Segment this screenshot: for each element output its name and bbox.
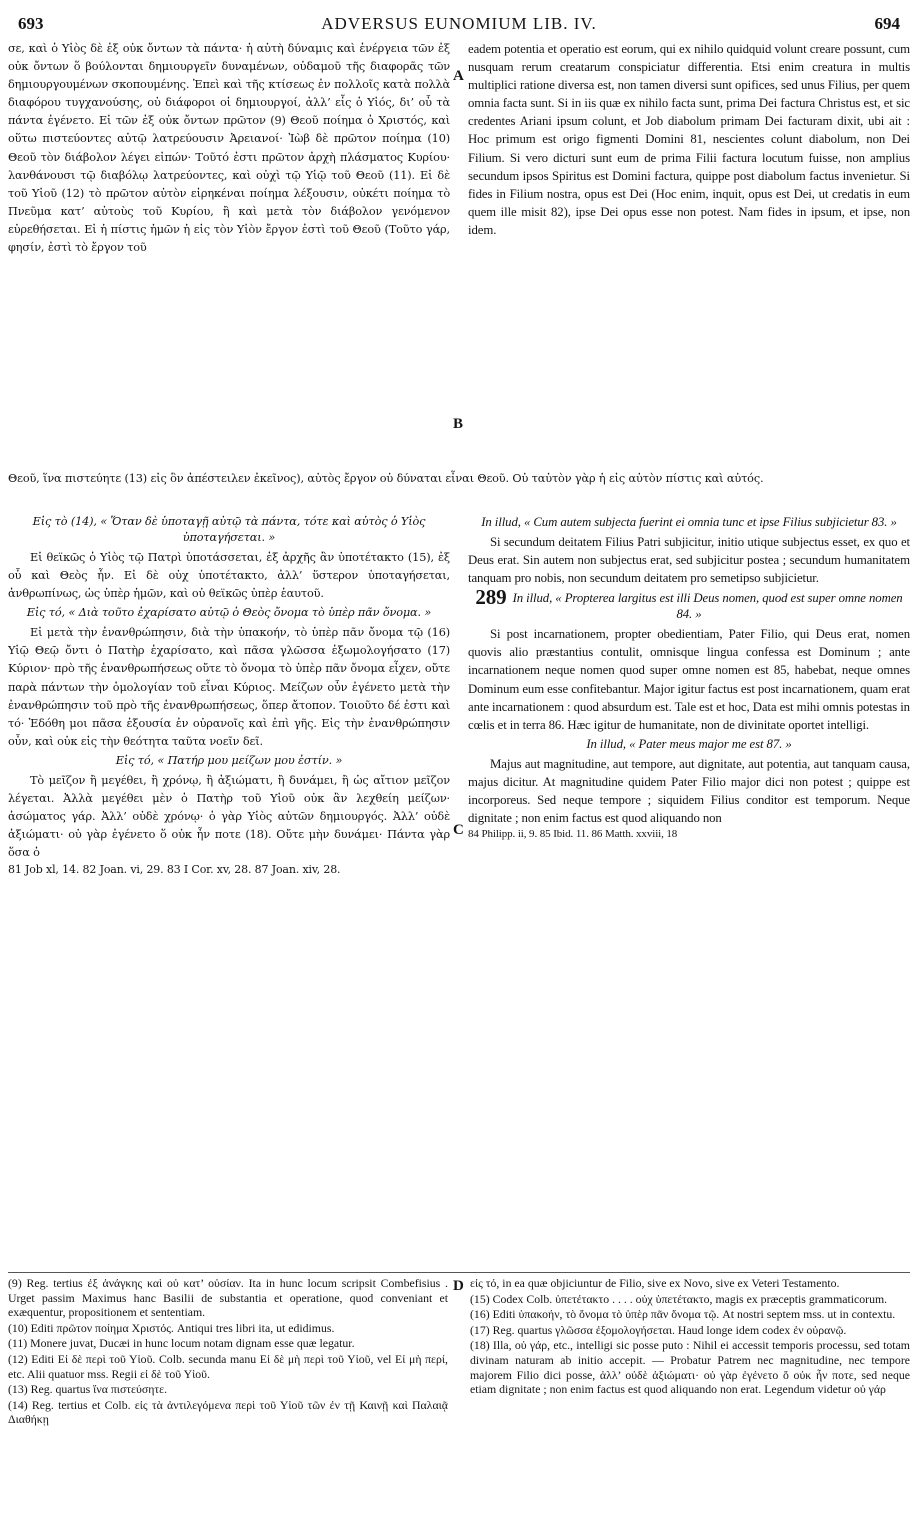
section-heading: In illud, « Pater meus major me est 87. » (586, 736, 792, 751)
editorial-note: (14) Reg. tertius et Colb. εἰς τὰ ἀντιλεγόμενα περὶ τοῦ Υἱοῦ τῶν ἐν τῇ Καινῇ καὶ Παλαιᾷ Διαθήκῃ (8, 1397, 448, 1427)
editorial-note: (10) Editi πρῶτον ποίημα Χριστός. Antiqui tres libri ita, ut edidimus. (8, 1320, 335, 1335)
editorial-note: (17) Reg. quartus γλῶσσα ἐξομολογήσεται. Haud longe idem codex ἐν οὐρανῷ. (470, 1322, 847, 1337)
greek-spanning-text (8, 470, 910, 508)
editorial-note: (13) Reg. quartus ἵνα πιστεύσητε. (8, 1382, 168, 1397)
greek-paragraph: Θεοῦ, ἵνα πιστεύητε (13) εἰς ὃν ἀπέστειλεν ἐκεῖνος), αὐτὸς ἔργον οὐ δύναται εἶναι Θεοῦ. Οὐ ταὐτὸν γὰρ ἡ εἰς αὐτὸν πίστις καὶ αὐτός. (8, 472, 764, 485)
page-number-right: 694 (874, 14, 900, 33)
editorial-note: (15) Codex Colb. ὑπετέτακτο . . . . οὐχ ὑπετέτακτο, magis ex præceptis grammaticorum. (470, 1291, 888, 1306)
scripture-references: 81 Job xl, 14. 82 Joan. vi, 29. 83 I Cor. xv, 28. 87 Joan. xiv, 28. (8, 863, 341, 877)
editorial-notes-left (8, 1276, 448, 1534)
editorial-note: (12) Editi Εἰ δὲ περὶ τοῦ Υἱοῦ. Colb. secunda manu Εἰ δὲ μὴ περὶ τοῦ Υἱοῦ, vel Εἰ μὴ περί, etc. Alii quatuor mss. Regii εἰ δὲ τοῦ Υἱοῦ. (8, 1351, 448, 1381)
section-heading (468, 585, 910, 622)
margin-letter-b: B (453, 416, 464, 432)
notes-divider (8, 1272, 910, 1273)
section-heading: Εἰς τό, « Πατήρ μου μείζων μου ἐστίν. » (115, 753, 343, 767)
margin-letter-a: A (453, 68, 464, 84)
editorial-note: (9) Reg. tertius ἐξ ἀνάγκης καὶ οὐ κατ’ οὐσίαν. Ita in hunc locum scripsit Combefisius . Urget passim Maximus hanc Basilii de substantia et operatione, quod conveniant et exæquentur, propositionem et sententiam. (8, 1276, 448, 1320)
editorial-notes-right (470, 1276, 910, 1534)
editorial-note: (11) Monere juvat, Ducæi in hunc locum notam dignam esse quæ legatur. (8, 1336, 355, 1351)
editorial-note: (16) Editi ὑπακοήν, τὸ ὄνομα τὸ ὑπὲρ πᾶν ὄνομα τῷ. At nostri septem mss. ut in contextu. (470, 1307, 896, 1322)
latin-paragraph: Si secundum deitatem Filius Patri subjicitur, initio utique subjectus esset, ex quo et Deus erat. Sin autem non subjectus erat, sed subjicitur postea ; secundum humanitatem tanquam pro nobis, non secundum deitatem pro semetipso subjicietur. (468, 535, 910, 586)
running-header (18, 8, 900, 42)
scripture-references: 84 Philipp. ii, 9. 85 Ibid. 11. 86 Matth. xxviii, 18 (468, 828, 678, 841)
latin-paragraph: Si post incarnationem, propter obedientiam, Pater Filio, qui Deus erat, nomen quovis alio præstantius contulit, omnisque lingua confessa est Dominum ; ante incarnationem neque nomen quod super omne nomen est 85, habebat, neque omnes Dominum eum esse confitebantur. Major igitur factus est post incarnationem, quam erat ante incarnationem : quod absurdum est. Tale est et hoc, Data est mihi omnis potestas in cœlis et in terra 86. Hæc igitur de humanitate, non de divinitate oportet intelligi. (468, 627, 910, 732)
margin-letter-d: D (453, 1278, 464, 1294)
greek-paragraph: σε, καὶ ὁ Υἱὸς δὲ ἐξ οὐκ ὄντων τὰ πάντα· ἡ αὐτὴ δύναμις καὶ ἐνέργεια τῶν ἐξ οὐκ ὄντων ὅ βούλονται δημιουργεῖν δυναμένων, οὐδαμοῦ τῆς διαφορᾶς τῶν δημιουργουμένων σκοπουμένης. Ἐπεὶ καὶ τῆς κτίσεως ἐν πολλοῖς κατὰ πολλὰ διαφόρου τυγχανούσης, οὐ διάφοροι οἱ δημιουργοί, ἀλλ’ εἷς ὁ Υἱός, δι’ οὗ τὰ πάντα ἐγένετο. Εἰ τῶν ἐξ οὐκ ὄντων πρῶτον (9) Θεοῦ ποίημα ὁ Χριστός, καὶ οὕτω πιστεύοντες αὐτῷ λατρεύουσιν Ἀρειανοί· Ἰὼβ δὲ πρῶτον ποίημα (10) Θεοῦ τὸν διάβολον λέγει εἰπών· Τοῦτό ἐστι πρῶτον ἀρχὴ πλάσματος Κυρίου· λανθάνουσι τῷ διαβόλῳ λατρεύοντες, καὶ οὐχὶ τῷ Υἱῷ τοῦ Θεοῦ (11). Εἰ δὲ τοῦ Υἱοῦ (12) τὸ πρῶτον αὐτὸν εἰρηκέναι ποίημα λέξουσιν, οὐκέτι ποίημα τὸ Πνεῦμα κατ’ αὐτοὺς τοῦ Κυρίου, ἢ καὶ μετὰ τὸν διάβολον γενόμενον εὑρεθήσεται. Εἰ ἡ πίστις ἡμῶν ἡ εἰς τὸν Υἱὸν ἔργον ἐστὶ τοῦ Θεοῦ (Τοῦτο γάρ, φησίν, ἐστὶ τὸ ἔργον τοῦ (8, 42, 450, 255)
section-heading: Εἰς τό, « Διὰ τοῦτο ἐχαρίσατο αὐτῷ ὁ Θεὸς ὄνομα τὸ ὑπὲρ πᾶν ὄνομα. » (26, 606, 432, 620)
running-title: ADVERSUS EUNOMIUM LIB. IV. (321, 14, 597, 33)
latin-paragraph: eadem potentia et operatio est eorum, qui ex nihilo quidquid volunt creare possunt, cum nusquam rerum creatarum conspiciatur differentia. Etsi enim creatura in multis multiplici ratione diversa est, non tamen diversi sunt opifices, sed unus Filius, per quem omnia facta sunt. Si in iis quæ ex nihilo facta sunt, prima Dei factura Christus est, et sic credentes Ariani ipsum colunt, et Job diabolum primam Dei facturam dixit, ubi ait : Hoc primum est origo figmenti Domini 81, nescientes colunt diabolum, non Dei Filium. Si vero dicturi sunt eum de prima Filii factura locutum fuisse, non amplius secundum ipsos Spiritus est Domini factura, quippe post diabolum factus invenietur. Si fides in Filium nostra, opus est Dei (Hoc enim, inquit, opus est Dei, ut credatis in eum quem ille misit 82), ipse Dei opus esse non potest. Nam fides in ipsum, et ipse, non idem. (468, 42, 910, 237)
greek-paragraph: Εἰ θεϊκῶς ὁ Υἱὸς τῷ Πατρὶ ὑποτάσσεται, ἐξ ἀρχῆς ἂν ὑποτέτακτο (15), ἐξ οὗ καὶ Θεὸς ἦν. Εἰ δὲ οὐχ ὑποτέτακτο, ἀλλ’ ὕστερον ὑποταγήσεται, ἀνθρωπίνως, ὡς ὑπὲρ ἡμῶν, καὶ οὐ θεϊκῶς ὑπὲρ ἑαυτοῦ. (8, 551, 450, 601)
editorial-note: (18) Illa, οὐ γάρ, etc., intelligi sic posse puto : Nihil ei accessit temporis processu, sed totam divinam naturam ab initio accepit. — Probatur Patrem nec magnitudine, nec tempore majorem Filio dici posse, ἀλλ’ οὐδὲ ἀξιώματι· οὐ γὰρ ἐγένετο ὅ οὐκ ἦν ποτε, sed neque etiam dignitate ; non enim factus est quod aliquando non erat. Legendum videtur οὐ γάρ (470, 1338, 910, 1397)
greek-paragraph: Τὸ μεῖζον ἢ μεγέθει, ἢ χρόνῳ, ἢ ἀξιώματι, ἢ δυνάμει, ἢ ὡς αἴτιον μεῖζον λέγεται. Ἀλλὰ μεγέθει μὲν ὁ Πατὴρ τοῦ Υἱοῦ οὐκ ἂν λεχθείη μείζων· ἀσώματος γάρ. Ἀλλ’ οὐδὲ χρόνῳ· ὁ γὰρ Υἱὸς αὐτῶν δημιουργός. Ἀλλ’ οὐδὲ ἀξιώματι· οὐ γὰρ ἐγένετο ὅ οὐκ ἦν ποτε (18). Οὔτε μὴν δυνάμει· Πάντα γὰρ ὅσα ὁ (8, 773, 450, 860)
margin-letter-c: C (453, 822, 464, 838)
page-number-left: 693 (18, 14, 44, 33)
section-heading: In illud, « Cum autem subjecta fuerint ei omnia tunc et ipse Filius subjicietur 83. » (481, 515, 897, 529)
section-number: 289 (475, 585, 507, 610)
section-heading-text: In illud, « Propterea largitus est illi Deus nomen, quod est super omne nomen 84. » (512, 591, 903, 622)
latin-column-top (468, 40, 910, 470)
latin-column-body (468, 512, 910, 1268)
greek-column-top (8, 40, 450, 470)
greek-paragraph: Εἰ μετὰ τὴν ἐνανθρώπησιν, διὰ τὴν ὑπακοήν, τὸ ὑπὲρ πᾶν ὄνομα τῷ (16) Υἱῷ Θεῷ ὄντι ὁ Πατὴρ ἐχαρίσατο, καὶ πᾶσα γλῶσσα ἐξωμολογήσατο (17) Κύριον· πρὸ τῆς ἐνανθρωπήσεως οὔτε τὸ ὄνομα τὸ ὑπὲρ πᾶν ὄνομα εἶχεν, οὔτε παρὰ πάντων τὴν ὁμολογίαν τοῦ εἶναι Κύριος. Μείζων οὖν ἐγένετο μετὰ τὴν ἐνανθρώπησιν τοῦ πρὸ τῆς ἐνανθρωπήσεως, ὅπερ ἄτοπον. Τοιοῦτο δέ ἐστι καὶ τό· Ἐδόθη μοι πᾶσα ἐξουσία ἐν οὐρανοῖς καὶ ἐπὶ γῆς. Εἰς τὴν ἐνανθρώπησιν οὖν, καὶ οὐκ εἰς τὴν θεότητα ταῦτα νοεῖν δεῖ. (8, 626, 450, 748)
editorial-note: εἰς τό, in ea quæ objiciuntur de Filio, sive ex Novo, sive ex Veteri Testamento. (470, 1276, 840, 1290)
latin-paragraph: Majus aut magnitudine, aut tempore, aut dignitate, aut potentia, aut tanquam causa, majus dicitur. At magnitudine quidem Pater Filio major dici non potest ; quippe est incorporeus. Sed neque tempore ; siquidem Filius conditor est temporum. Neque dignitate ; non enim factus est quod aliquando non (468, 756, 910, 826)
greek-column-body (8, 512, 450, 1268)
section-heading: Εἰς τὸ (14), « Ὅταν δὲ ὑποταγῇ αὐτῷ τὰ πάντα, τότε καὶ αὐτὸς ὁ Υἱὸς ὑποταγήσεται. » (32, 515, 426, 544)
